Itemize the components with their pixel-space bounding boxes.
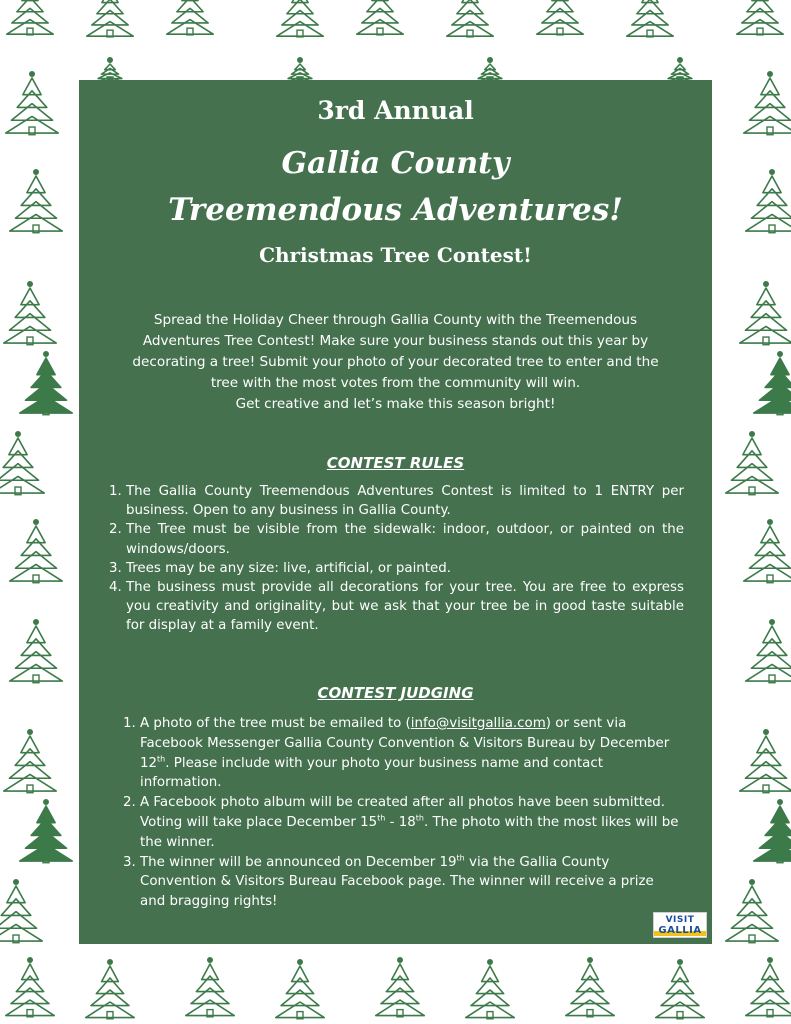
christmas-tree-icon — [466, 959, 514, 1019]
christmas-tree-icon — [740, 281, 791, 345]
christmas-tree-icon — [566, 957, 614, 1017]
christmas-tree-icon — [167, 0, 213, 35]
visit-gallia-logo: VISIT GALLIA — [653, 912, 707, 938]
christmas-tree-icon — [10, 519, 63, 583]
rules-list-item: 3. Trees may be any size: live, artificial, or painted. — [109, 560, 452, 576]
christmas-tree-icon — [6, 71, 59, 135]
christmas-tree-icon — [744, 519, 791, 583]
intro-line: Adventures Tree Contest! Make sure your business stands out this year by — [142, 333, 649, 349]
christmas-tree-icon — [737, 0, 783, 35]
christmas-tree-icon — [447, 0, 493, 37]
intro-line: tree with the most votes from the community will win. — [210, 375, 581, 391]
christmas-tree-icon — [277, 0, 323, 37]
christmas-tree-icon — [10, 169, 63, 233]
title-annual: 3rd Annual — [317, 96, 474, 125]
christmas-tree-icon — [10, 619, 63, 683]
christmas-tree-icon — [627, 0, 673, 37]
rules-list-item: 1. The Gallia County Treemendous Adventures Contest is limited to 1 ENTRY per business. Open to any business in Gallia County. — [109, 484, 684, 519]
rules-list-item: 4. The business must provide all decorations for your tree. You are free to express you creativity and originality, but we ask that your tree be in good taste suitable for display at a family event. — [109, 580, 684, 634]
christmas-tree-icon — [746, 169, 791, 233]
christmas-tree-icon — [186, 957, 234, 1017]
christmas-tree-icon — [87, 0, 133, 37]
christmas-tree-icon — [0, 879, 42, 943]
title-county: Gallia County — [281, 146, 510, 181]
rules-heading: CONTEST RULES — [326, 454, 465, 472]
christmas-tree-icon — [726, 431, 779, 495]
christmas-tree-icon — [86, 959, 134, 1019]
christmas-tree-icon — [746, 619, 791, 683]
christmas-tree-icon — [754, 799, 791, 863]
christmas-tree-icon — [4, 281, 57, 345]
christmas-tree-icon — [740, 729, 791, 793]
christmas-tree-icon — [726, 879, 779, 943]
intro-line: Spread the Holiday Cheer through Gallia County with the Treemendous — [153, 312, 638, 328]
judging-list — [123, 714, 683, 912]
rules-list-item: 2. The Tree must be visible from the sidewalk: indoor, outdoor, or painted on the windows/doors. — [109, 522, 684, 557]
judging-list-item: 3. The winner will be announced on December 19th via the Gallia County Convention & Visitors Bureau Facebook page. The winner will receive a prize and bragging rights! — [123, 853, 654, 910]
christmas-tree-icon — [754, 351, 791, 415]
christmas-tree-icon — [20, 351, 73, 415]
christmas-tree-icon — [276, 959, 324, 1019]
christmas-tree-icon — [7, 0, 53, 35]
christmas-tree-icon — [357, 0, 403, 35]
christmas-tree-icon — [746, 957, 791, 1017]
judging-list-item: 1. A photo of the tree must be emailed to (info@visitgallia.com) or sent via Facebook Messenger Gallia County Convention & Visitors Bureau by December 12th. Please include with your photo your business name and contact information. — [123, 716, 670, 791]
christmas-tree-icon — [0, 431, 44, 495]
judging-heading: CONTEST JUDGING — [317, 684, 474, 702]
rules-list — [109, 482, 684, 636]
intro-line: decorating a tree! Submit your photo of your decorated tree to enter and the — [132, 354, 659, 370]
judging-list-item: 2. A Facebook photo album will be created after all photos have been submitted. Voting will take place December 15th - 18th. The photo with the most likes will be the winner. — [123, 795, 679, 850]
contest-flyer-panel — [79, 80, 712, 944]
intro-line: Get creative and let’s make this season bright! — [235, 396, 556, 412]
email-link[interactable]: info@visitgallia.com — [410, 716, 546, 731]
intro-paragraph — [99, 310, 692, 415]
christmas-tree-icon — [744, 71, 791, 135]
christmas-tree-icon — [20, 799, 73, 863]
christmas-tree-icon — [6, 957, 54, 1017]
christmas-tree-icon — [537, 0, 583, 35]
christmas-tree-icon — [4, 729, 57, 793]
christmas-tree-icon — [376, 957, 424, 1017]
subtitle-contest: Christmas Tree Contest! — [259, 243, 532, 267]
title-treemendous: Treemendous Adventures! — [168, 192, 623, 228]
christmas-tree-icon — [656, 959, 704, 1019]
